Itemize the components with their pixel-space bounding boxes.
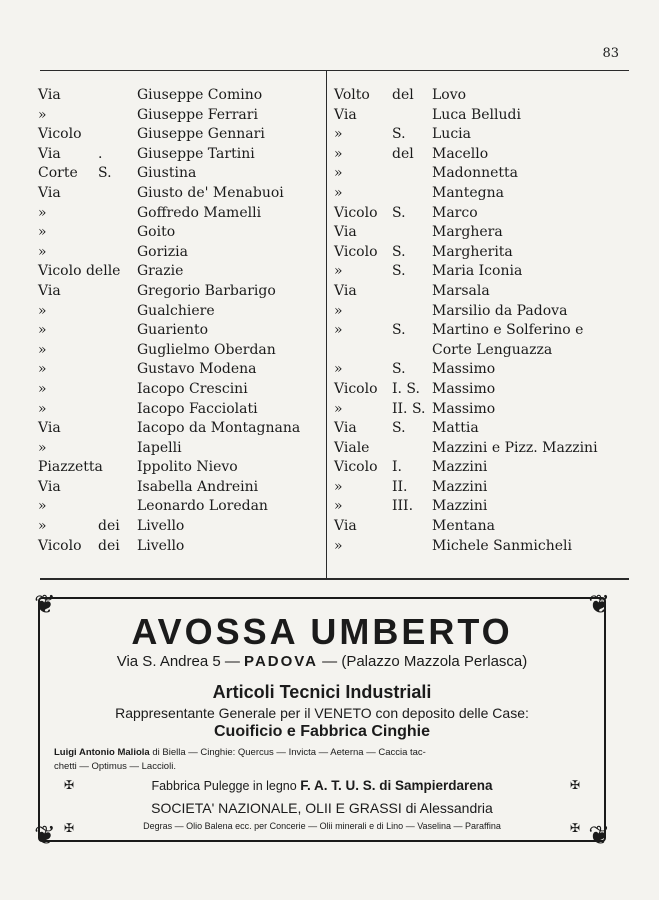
street-row-right <box>334 497 634 517</box>
street-row-right <box>334 341 634 361</box>
street-type: » <box>334 361 343 378</box>
star-ornament-icon: ✠ <box>569 821 580 835</box>
street-type: Vicolo <box>334 459 378 476</box>
ad-products <box>40 821 604 835</box>
scroll-ornament-icon: ❦ <box>34 820 56 850</box>
street-type: Via <box>334 420 357 437</box>
street-name: Iacopo Crescini <box>137 380 248 397</box>
street-name: Leonardo Loredan <box>137 498 268 515</box>
street-row-right <box>334 439 634 459</box>
star-ornament-icon: ✠ <box>64 778 75 792</box>
street-row-right <box>334 380 634 400</box>
street-prefix: del <box>392 87 414 103</box>
street-row-left <box>38 86 323 106</box>
bottom-rule <box>40 578 629 580</box>
street-row-right <box>334 86 634 106</box>
street-type: » <box>38 380 47 397</box>
column-divider <box>326 70 327 578</box>
ad-pulley-line <box>40 778 604 793</box>
street-type: Via <box>38 282 61 299</box>
street-prefix: III. <box>392 498 414 515</box>
street-type: » <box>38 106 47 123</box>
ad-maker-detail: di Biella — Cinghie: Quercus — Invicta — Aeterna — Caccia tac- <box>152 747 426 758</box>
street-name: Mazzini <box>432 478 488 495</box>
street-name: Livello <box>137 518 185 535</box>
street-name: Massimo <box>432 380 496 397</box>
street-row-left <box>38 145 323 165</box>
street-row-left <box>38 223 323 243</box>
street-row-right <box>334 223 634 243</box>
street-name: Macello <box>432 145 489 162</box>
street-row-left <box>38 106 323 126</box>
street-name: Giuseppe Comino <box>137 87 263 103</box>
street-row-right <box>334 302 634 322</box>
ad-address-city: PADOVA <box>244 653 318 670</box>
street-row-left <box>38 204 323 224</box>
street-prefix: . <box>98 145 103 162</box>
street-name: Mazzini <box>432 459 488 476</box>
street-type: » <box>38 341 47 358</box>
star-ornament-icon: ✠ <box>64 821 75 835</box>
street-prefix: S. <box>392 204 406 221</box>
street-name: Isabella Andreini <box>137 478 259 495</box>
street-type: » <box>38 518 47 535</box>
street-name: Martino e Solferino e <box>432 322 584 339</box>
street-row-left <box>38 282 323 302</box>
street-prefix: I. <box>392 459 402 476</box>
street-prefix: S. <box>392 126 406 143</box>
street-type: Via <box>38 145 61 162</box>
street-row-right <box>334 537 634 557</box>
street-type: » <box>334 322 343 339</box>
street-name: Giuseppe Gennari <box>137 126 265 143</box>
street-type: Vicolo <box>38 126 82 143</box>
street-row-left <box>38 341 323 361</box>
street-type: » <box>38 498 47 515</box>
street-type: » <box>334 478 343 495</box>
street-type: » <box>334 145 343 162</box>
street-name: Lovo <box>432 87 467 103</box>
ad-address-street: Via S. Andrea 5 — <box>116 653 240 670</box>
street-row-left <box>38 419 323 439</box>
street-row-left <box>38 537 323 557</box>
street-name: Grazie <box>137 263 184 280</box>
street-list-right <box>334 86 634 556</box>
street-type: » <box>38 302 47 319</box>
street-row-left <box>38 184 323 204</box>
street-name: Guglielmo Oberdan <box>137 341 276 358</box>
street-name: Iacopo da Montagnana <box>137 420 301 437</box>
street-name: Marco <box>432 204 478 221</box>
street-type: Vicolo <box>334 380 378 397</box>
street-name: Iacopo Facciolati <box>137 400 258 417</box>
ad-address-note: — (Palazzo Mazzola Perlasca) <box>322 653 528 670</box>
street-name: Giustina <box>137 165 197 182</box>
street-name: Giuseppe Ferrari <box>137 106 258 123</box>
street-row-left <box>38 302 323 322</box>
street-type: Vicolo <box>334 204 378 221</box>
street-row-left <box>38 243 323 263</box>
top-rule <box>40 70 629 71</box>
street-type: » <box>334 498 343 515</box>
street-row-left <box>38 439 323 459</box>
street-name: Iapelli <box>137 439 182 456</box>
street-name: Guariento <box>137 322 209 339</box>
street-row-left <box>38 458 323 478</box>
street-type: » <box>334 400 343 417</box>
street-type: » <box>38 361 47 378</box>
street-type: Via <box>334 282 357 299</box>
street-name: Lucia <box>432 126 471 143</box>
street-type: Via <box>334 224 357 241</box>
street-row-left <box>38 125 323 145</box>
street-type: » <box>38 243 47 260</box>
street-row-left <box>38 400 323 420</box>
street-name: Gustavo Modena <box>137 361 257 378</box>
street-name: Luca Belludi <box>432 106 521 123</box>
ad-pulley-name: F. A. T. U. S. di Sampierdarena <box>300 778 493 793</box>
street-type: » <box>334 165 343 182</box>
page-number: 83 <box>602 46 619 61</box>
street-name: Marsilio da Padova <box>432 302 568 319</box>
street-type: Via <box>38 478 61 495</box>
advertisement <box>34 589 610 850</box>
street-type: » <box>38 322 47 339</box>
ad-title: AVOSSA UMBERTO <box>131 611 513 652</box>
street-type: Via <box>334 106 357 123</box>
ad-pulley-prefix: Fabbrica Pulegge in legno <box>151 779 297 793</box>
street-prefix: dei <box>98 537 120 554</box>
street-name: Corte Lenguazza <box>432 341 553 358</box>
street-name: Margherita <box>432 243 513 260</box>
street-row-left <box>38 164 323 184</box>
street-name: Mazzini <box>432 498 488 515</box>
street-row-right <box>334 360 634 380</box>
street-name: Massimo <box>432 400 496 417</box>
ad-maker-line-2: chetti — Optimus — Laccioli. <box>54 761 176 772</box>
street-name: Gregorio Barbarigo <box>137 282 276 299</box>
street-name: Marsala <box>432 282 490 299</box>
street-name: Massimo <box>432 361 496 378</box>
street-row-right <box>334 125 634 145</box>
street-name: Mentana <box>432 518 495 535</box>
street-type: Vicolo <box>334 243 378 260</box>
street-row-left <box>38 262 323 282</box>
street-name: Goffredo Mamelli <box>137 204 262 221</box>
street-name: Gorizia <box>137 243 188 260</box>
street-name: Mantegna <box>432 184 504 201</box>
street-row-right <box>334 106 634 126</box>
street-prefix: S. <box>392 322 406 339</box>
street-row-right <box>334 400 634 420</box>
street-type: Via <box>38 420 61 437</box>
street-row-left <box>38 380 323 400</box>
street-type: Via <box>38 87 61 103</box>
street-prefix: S. <box>98 165 112 182</box>
street-type: » <box>38 400 47 417</box>
street-row-right <box>334 321 634 341</box>
street-type: » <box>334 302 343 319</box>
street-prefix: I. S. <box>392 380 420 397</box>
street-name: Marghera <box>432 224 503 241</box>
scroll-ornament-icon: ❦ <box>34 589 56 619</box>
street-prefix: II. S. <box>392 400 426 417</box>
street-row-left <box>38 517 323 537</box>
street-type: Via <box>334 518 357 535</box>
ad-address <box>40 653 604 670</box>
street-name: Gualchiere <box>137 302 215 319</box>
street-prefix: S. <box>392 361 406 378</box>
street-prefix: S. <box>392 243 406 260</box>
street-row-right <box>334 478 634 498</box>
street-name: Goito <box>137 224 176 241</box>
street-prefix: S. <box>392 263 406 280</box>
ad-society: SOCIETA' NAZIONALE, OLII E GRASSI di Alessandria <box>151 800 493 816</box>
street-prefix: del <box>392 145 414 162</box>
street-type: Volto <box>334 87 370 103</box>
street-name: Maria Iconia <box>432 263 523 280</box>
street-type: » <box>38 439 47 456</box>
street-name: Mazzini e Pizz. Mazzini <box>432 439 598 456</box>
star-ornament-icon: ✠ <box>569 778 580 792</box>
street-name: Giusto de' Menabuoi <box>137 184 284 201</box>
street-type: » <box>334 126 343 143</box>
scroll-ornament-icon: ❦ <box>588 820 610 850</box>
street-row-right <box>334 243 634 263</box>
street-row-left <box>38 321 323 341</box>
street-row-right <box>334 517 634 537</box>
street-prefix: S. <box>392 420 406 437</box>
street-name: Ippolito Nievo <box>137 459 238 476</box>
street-row-right <box>334 262 634 282</box>
street-row-right <box>334 145 634 165</box>
street-prefix: II. <box>392 478 408 495</box>
ad-heading: Articoli Tecnici Industriali <box>212 682 432 702</box>
street-type: » <box>334 184 343 201</box>
street-type: Piazzetta <box>38 459 103 476</box>
ad-maker-line <box>54 746 590 760</box>
street-type: Corte <box>38 165 78 182</box>
street-row-right <box>334 164 634 184</box>
street-type: » <box>334 537 343 554</box>
street-row-right <box>334 184 634 204</box>
ad-products-text: Degras — Olio Balena ecc. per Concerie — Olii minerali e di Lino — Vaselina — Paraffina <box>143 821 501 831</box>
ad-sub-heading: Cuoificio e Fabbrica Cinghie <box>213 723 431 740</box>
street-row-right <box>334 204 634 224</box>
street-row-right <box>334 419 634 439</box>
street-name: Madonnetta <box>432 165 518 182</box>
street-name: Michele Sanmicheli <box>432 537 572 554</box>
street-type: » <box>334 263 343 280</box>
ad-maker-name: Luigi Antonio Maliola <box>54 747 150 758</box>
ad-rep-line: Rappresentante Generale per il VENETO con deposito delle Case: <box>115 705 529 721</box>
street-type: » <box>38 224 47 241</box>
street-name: Livello <box>137 537 185 554</box>
street-name: Giuseppe Tartini <box>137 145 255 162</box>
street-prefix: dei <box>98 518 120 535</box>
street-row-right <box>334 282 634 302</box>
street-type: Viale <box>334 439 370 456</box>
street-row-left <box>38 360 323 380</box>
street-type: » <box>38 204 47 221</box>
street-list-left <box>38 86 323 556</box>
scroll-ornament-icon: ❦ <box>588 589 610 619</box>
street-row-left <box>38 478 323 498</box>
street-row-left <box>38 497 323 517</box>
street-type: Vicolo <box>38 537 82 554</box>
street-row-right <box>334 458 634 478</box>
street-type: Via <box>38 184 61 201</box>
street-name: Mattia <box>432 420 479 437</box>
street-type: Vicolo delle <box>38 263 121 280</box>
